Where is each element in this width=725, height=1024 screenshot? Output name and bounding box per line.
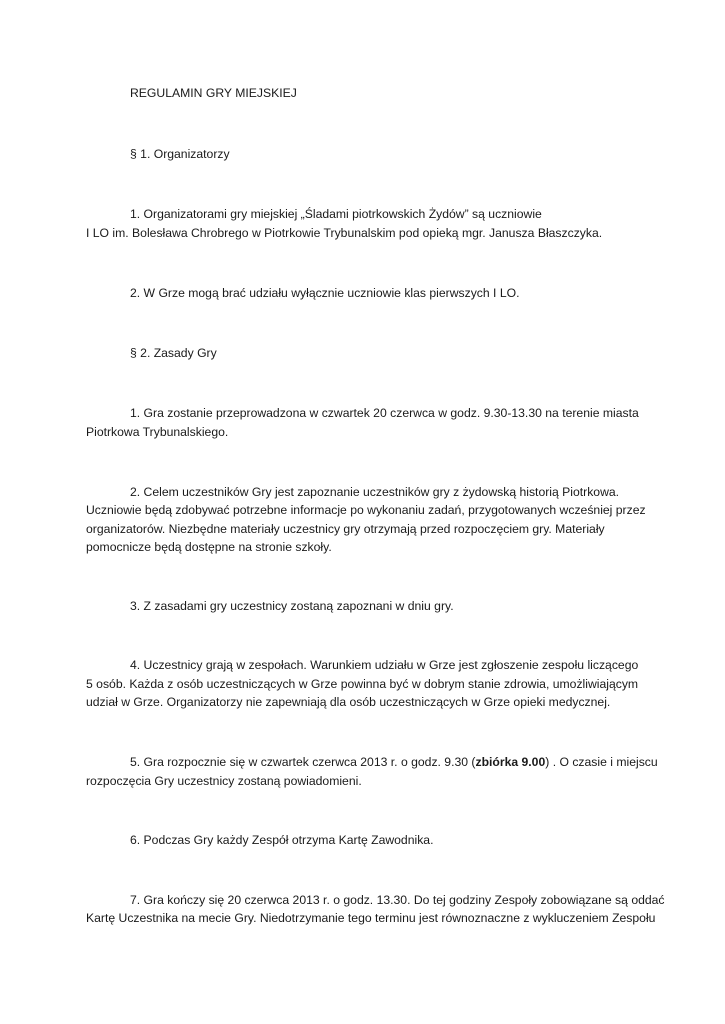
paragraph-line: 1. Gra zostanie przeprowadzona w czwartek 20 czerwca w godz. 9.30-13.30 na terenie miasta <box>130 406 639 420</box>
paragraph-line: I LO im. Bolesława Chrobrego w Piotrkowie Trybunalskim pod opieką mgr. Janusza Błaszczyka. <box>86 226 603 240</box>
section-heading: § 1. Organizatorzy <box>130 147 230 161</box>
paragraph-line: rozpoczęcia Gry uczestnicy zostaną powiadomieni. <box>86 774 362 788</box>
paragraph-line: Kartę Uczestnika na mecie Gry. Niedotrzymanie tego terminu jest równoznaczne z wykluczeniem Zespołu <box>86 911 656 925</box>
bold-text-run: zbiórka 9.00 <box>475 755 546 769</box>
paragraph-line: 5 osób. Każda z osób uczestniczących w Grze powinna być w dobrym stanie zdrowia, umożliwiającym <box>86 677 639 691</box>
text-run: ) . O czasie i miejscu <box>545 755 658 769</box>
document-title: REGULAMIN GRY MIEJSKIEJ <box>130 86 297 100</box>
paragraph-line <box>130 755 658 770</box>
text-run: 5. Gra rozpocznie się w czwartek czerwca 2013 r. o godz. 9.30 ( <box>130 755 476 769</box>
paragraph-line: Piotrkowa Trybunalskiego. <box>86 425 229 439</box>
paragraph-line: Uczniowie będą zdobywać potrzebne informacje po wykonaniu zadań, przygotowanych wcześniej przez <box>86 503 646 517</box>
paragraph-line: 7. Gra kończy się 20 czerwca 2013 r. o godz. 13.30. Do tej godziny Zespoły zobowiązane są oddać <box>130 893 665 907</box>
paragraph-line: 2. Celem uczestników Gry jest zapoznanie uczestników gry z żydowską historią Piotrkowa. <box>130 485 620 499</box>
paragraph-line: 2. W Grze mogą brać udziału wyłącznie uczniowie klas pierwszych I LO. <box>130 286 520 300</box>
paragraph-line: organizatorów. Niezbędne materiały uczestnicy gry otrzymają przed rozpoczęciem gry. Materiały <box>86 522 605 536</box>
paragraph-line: 3. Z zasadami gry uczestnicy zostaną zapoznani w dniu gry. <box>130 599 454 613</box>
paragraph-line: 4. Uczestnicy grają w zespołach. Warunkiem udziału w Grze jest zgłoszenie zespołu liczącego <box>130 658 639 672</box>
paragraph-line: udział w Grze. Organizatorzy nie zapewniają dla osób uczestniczących w Grze opieki medycznej. <box>86 695 611 709</box>
paragraph-line: 1. Organizatorami gry miejskiej „Śladami piotrkowskich Żydów” są uczniowie <box>130 207 542 221</box>
paragraph-line: 6. Podczas Gry każdy Zespół otrzyma Kartę Zawodnika. <box>130 833 434 847</box>
section-heading: § 2. Zasady Gry <box>130 346 217 360</box>
paragraph-line: pomocnicze będą dostępne na stronie szkoły. <box>86 540 332 554</box>
